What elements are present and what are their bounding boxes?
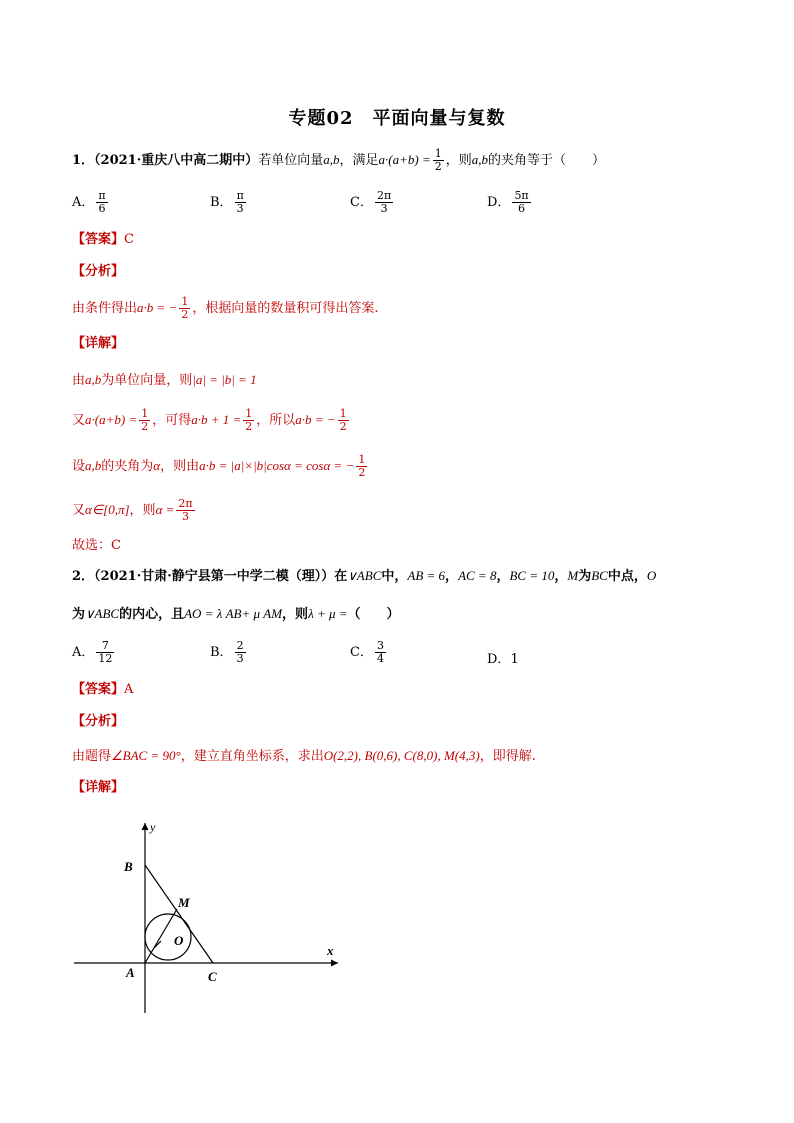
q2-option-b: B． $\frac{2}{3}$ — [210, 639, 244, 665]
q1-number: 1． — [72, 153, 95, 168]
q1-option-c: C． $\frac{2\pi}{3}$ — [350, 189, 392, 215]
q1-answer: 【答案】C — [72, 232, 134, 247]
q1-half-frac: $\frac{1}{2}$ — [434, 147, 442, 173]
q2-analysis-tag: 【分析】 — [72, 714, 125, 729]
segment-bc — [145, 865, 213, 963]
q1-option-a: A． $\frac{\pi}{6}$ — [72, 189, 106, 215]
q2-option-a: A． $\frac{7}{12}$ — [72, 639, 113, 665]
q1-detail-line-1: 由a,b为单位向量，则|a| = |b| = 1 — [72, 372, 257, 388]
segment-am — [145, 909, 177, 963]
q2-answer: 【答案】A — [72, 682, 134, 697]
q2-stem-line-2: 为∨ABC的内心，且AO = λ AB+ μ AM，则λ + μ =（ ） — [72, 606, 400, 622]
q2-detail-tag: 【详解】 — [72, 780, 125, 795]
q1-analysis-tag: 【分析】 — [72, 264, 125, 279]
label-o: O — [174, 933, 184, 948]
q1-stem: 1．（2021·重庆八中高二期中）若单位向量a,b，满足a·(a+b) = $\frac{1}{2}$ ，则a,b的夹角等于（ ） — [72, 147, 606, 173]
q1-detail-line-3: 设a,b的夹角为α，则由a·b = |a|×|b|cosα = cosα = − $\frac{1}{2}$ — [72, 453, 366, 479]
q1-detail-line-2: 又a·(a+b) = $\frac{1}{2}$ ，可得a·b + 1 = $\frac{1}{2}$ ，所以a·b = − $\frac{1}{2}$ — [72, 407, 347, 433]
q1-conclusion: 故选：C — [72, 538, 121, 553]
q1-option-b: B． $\frac{\pi}{3}$ — [210, 189, 244, 215]
label-c: C — [208, 969, 217, 984]
label-y: y — [150, 820, 156, 834]
label-x: x — [327, 943, 334, 958]
label-b: B — [124, 859, 133, 874]
q1-detail-tag: 【详解】 — [72, 336, 125, 351]
q2-option-c: C． $\frac{3}{4}$ — [350, 639, 384, 665]
q1-option-d: D． $\frac{5\pi}{6}$ — [487, 189, 529, 215]
q2-option-d: D．1 — [487, 652, 519, 667]
label-m: M — [178, 895, 190, 910]
q1-source: （2021·重庆八中高二期中） — [94, 153, 259, 168]
incircle — [145, 914, 191, 960]
q2-stem-line-1: 2．（2021·甘肃·静宁县第一中学二模（理））在∨ABC中，AB = 6，AC = 8，BC = 10，M为BC中点，O — [72, 568, 657, 584]
page-title: 专题02 平面向量与复数 — [288, 108, 506, 129]
q2-analysis: 由题得∠BAC = 90°，建立直角坐标系，求出O(2,2), B(0,6), C(8,0), M(4,3)，即得解. — [72, 748, 536, 764]
q1-analysis: 由条件得出a·b = − $\frac{1}{2}$ ，根据向量的数量积可得出答案. — [72, 295, 379, 321]
coordinate-figure — [70, 815, 350, 1015]
label-a: A — [126, 965, 135, 980]
q1-detail-line-4: 又α∈[0,π]，则α = $\frac{2\pi}{3}$ — [72, 497, 193, 523]
